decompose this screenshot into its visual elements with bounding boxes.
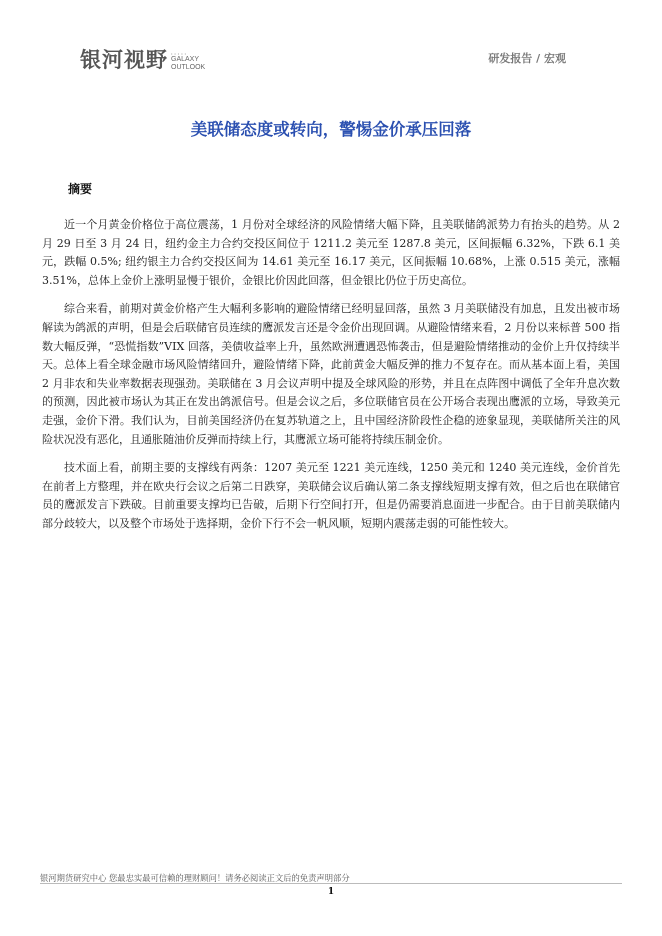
logo-en-line1: GALAXY	[171, 56, 200, 63]
page-number: 1	[327, 887, 335, 897]
paragraph: 技术面上看，前期主要的支撑线有两条：1207 美元至 1221 美元连线，1250 美元和 1240 美元连线，金价首先在前者上方整理，并在欧央行会议之后第二日跌穿，美联储会议后确认第二条支撑线短期支撑有效，但之后也在联储官员的鹰派发言下跌破。目前重要支撑均已告破，后期下行空间打开，但是仍需要消息面进一步配合。由于目前美联储内部分歧较大，以及整个市场处于选择期，金价下行不会一帆风顺，短期内震荡走弱的可能性较大。	[42, 461, 620, 530]
abstract-heading: 摘要	[68, 182, 93, 196]
document-title: 美联储态度或转向，警惕金价承压回落	[190, 120, 472, 139]
logo-en-line2: OUTLOOK	[171, 64, 206, 71]
logo-dots: •••••	[171, 51, 189, 56]
abstract-body	[42, 216, 620, 544]
report-category: 研发报告 / 宏观	[488, 52, 566, 65]
paragraph: 近一个月黄金价格位于高位震荡，1 月份对全球经济的风险情绪大幅下降，且美联储鸽派势力有抬头的趋势。从 2 月 29 日至 3 月 24 日，纽约金主力合约交投区间位于 1211.2 美元至 1287.8 美元，区间振幅 6.32%，下跌 6.1 美元，跌幅 0.5%; 纽约银主力合约交投区间为 14.61 美元至 16.17 美元，区间振幅 10.68%，上涨 0.515 美元，涨幅 3.51%，总体上金价上涨明显慢于银价，金银比价因此回落，但金银比仍位于历史高位。	[42, 218, 620, 287]
logo-english	[171, 51, 205, 72]
logo-text: 银河视野	[80, 48, 168, 72]
paragraph: 综合来看，前期对黄金价格产生大幅利多影响的避险情绪已经明显回落，虽然 3 月美联储没有加息，且发出被市场解读为鸽派的声明，但是会后联储官员连续的鹰派发言还是令金价出现回调。从避险情绪来看，2 月份以来标普 500 指数大幅反弹，“恐慌指数”VIX 回落，美债收益率上升，虽然欧洲遭遇恐怖袭击，但是避险情绪推动的金价上升仅持续半天。总体上看全球金融市场风险情绪回升，避险情绪下降，此前黄金大幅反弹的推力不复存在。而从基本面上看，美国 2 月非农和失业率数据表现强劲。美联储在 3 月会议声明中提及全球风险的形势，并且在点阵图中调低了全年升息次数的预测，因此被市场认为其正在发出鸽派信号。但是会议之后，多位联储官员在公开场合表现出鹰派的立场，导致美元走强，金价下滑。我们认为，目前美国经济仍在复苏轨道之上，且中国经济阶段性企稳的迹象显现，美联储所关注的风险状况没有恶化，且通胀随油价反弹而持续上行，其鹰派立场可能将持续压制金价。	[42, 302, 620, 446]
footer-disclaimer: 银河期货研究中心 您最忠实最可信赖的理财顾问！请务必阅读正文后的免责声明部分	[40, 873, 350, 883]
footer-divider	[40, 883, 622, 884]
brand-logo	[80, 48, 205, 72]
